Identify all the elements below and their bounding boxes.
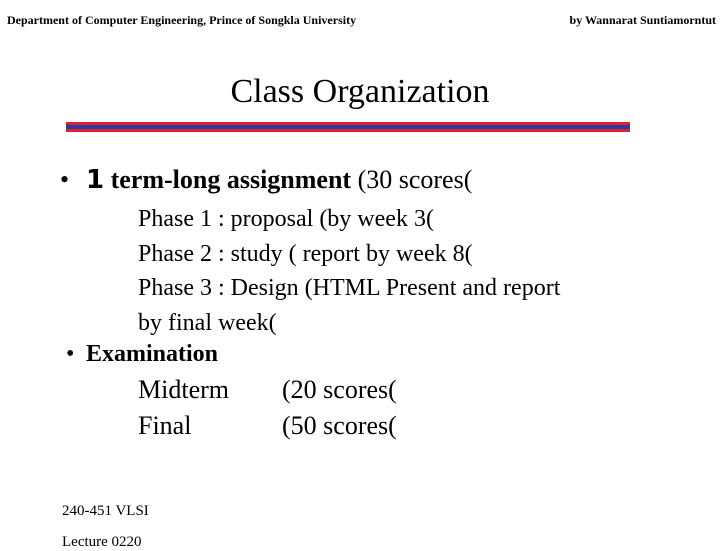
assignment-label: term-long assignment: [104, 165, 352, 194]
slide-title: Class Organization: [230, 73, 490, 110]
exam-final-score: (50 scores(: [282, 411, 397, 440]
exam-final-label: Final: [138, 411, 192, 440]
header-author: by Wannarat Suntiamorntut: [569, 13, 716, 27]
header-department: Department of Computer Engineering, Prince of Songkla University: [7, 13, 357, 27]
footer-lecture-cutoff: Lecture 0220: [62, 534, 142, 550]
bullet-marker: •: [66, 341, 75, 367]
phase-2: Phase 2 : study ( report by week 8(: [138, 241, 473, 267]
exam-midterm-label: Midterm: [138, 375, 229, 404]
bullet-examination: [66, 340, 218, 368]
assignment-score: (30 scores(: [351, 165, 473, 194]
exam-midterm-score: (20 scores(: [282, 375, 397, 404]
bullet-marker: •: [60, 165, 70, 194]
title-underline-red-bottom: [66, 129, 630, 132]
phase-1: Phase 1 : proposal (by week 3(: [138, 206, 434, 232]
phase-3: Phase 3 : Design (HTML Present and report: [138, 275, 561, 301]
footer-course: 240-451 VLSI: [62, 503, 149, 519]
bullet-assignment: [60, 165, 472, 195]
assignment-count: 1: [86, 165, 105, 195]
examination-label: Examination: [86, 341, 219, 367]
phase-3-continued: by final week(: [138, 310, 277, 336]
